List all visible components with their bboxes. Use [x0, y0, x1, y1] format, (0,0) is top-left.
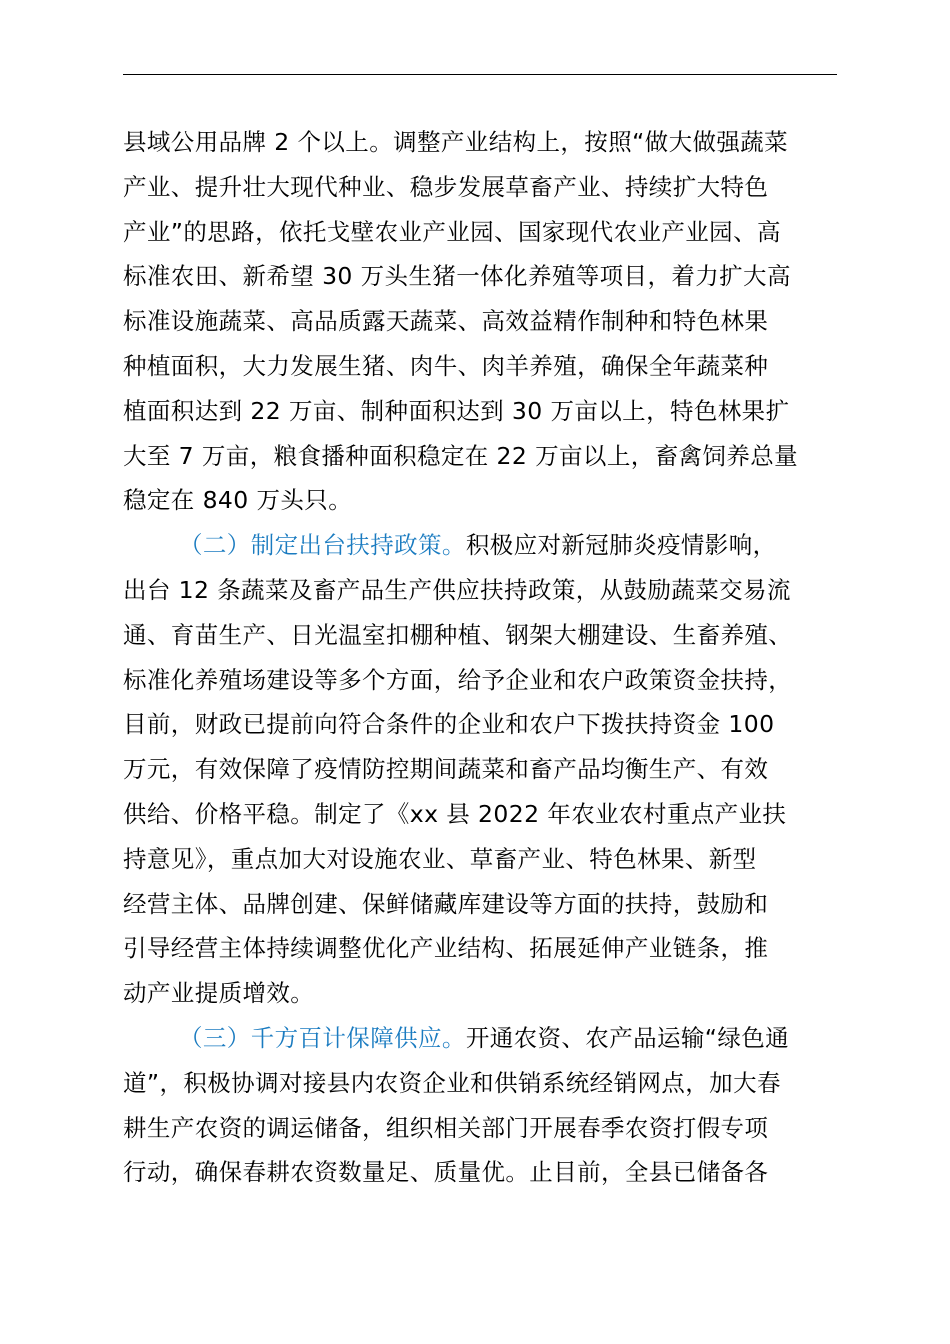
- section-3-first-text: 开通农资、农产品运输“绿色通: [465, 1023, 790, 1052]
- body-line: 大至 7 万亩，粮食播种面积稳定在 22 万亩以上，畜禽饲养总量: [123, 441, 799, 470]
- body-line: 动产业提质增效。: [123, 979, 315, 1008]
- body-line: 县域公用品牌 2 个以上。调整产业结构上，按照“做大做强蔬菜: [123, 128, 789, 156]
- body-line: 植面积达到 22 万亩、制种面积达到 30 万亩以上，特色林果扩: [123, 396, 790, 425]
- body-line: 通、育苗生产、日光温室扣棚种植、钢架大棚建设、生畜养殖、: [123, 620, 793, 649]
- section-2-first-text: 积极应对新冠肺炎疫情影响，: [465, 531, 777, 560]
- body-line: 目前，财政已提前向符合条件的企业和农户下拨扶持资金 100: [123, 710, 775, 739]
- body-line: 种植面积，大力发展生猪、肉牛、肉羊养殖，确保全年蔬菜种: [123, 351, 769, 380]
- body-line: 行动，确保春耕农资数量足、质量优。止目前，全县已储备各: [123, 1158, 769, 1187]
- body-line: 稳定在 840 万头只。: [123, 486, 353, 515]
- body-line: 经营主体、品牌创建、保鲜储藏库建设等方面的扶持，鼓励和: [123, 889, 769, 918]
- body-line: 耕生产农资的调运储备，组织相关部门开展春季农资打假专项: [123, 1113, 769, 1142]
- section-2-first-line: [123, 523, 858, 568]
- body-line: 产业”的思路，依托戈壁农业产业园、国家现代农业产业园、高: [123, 217, 781, 246]
- document-body: [123, 120, 858, 1195]
- body-line: 道”，积极协调对接县内农资企业和供销系统经销网点，加大春: [123, 1068, 781, 1097]
- body-line: 产业、提升壮大现代种业、稳步发展草畜产业、持续扩大特色: [123, 172, 769, 201]
- body-line: 标准设施蔬菜、高品质露天蔬菜、高效益精作制种和特色林果: [123, 307, 769, 336]
- body-line: 标准化养殖场建设等多个方面，给予企业和农户政策资金扶持，: [123, 665, 793, 694]
- section-2-heading: （二）制定出台扶持政策。: [179, 531, 466, 560]
- section-3-first-line: [123, 1016, 858, 1061]
- body-line: 标准农田、新希望 30 万头生猪一体化养殖等项目，着力扩大高: [123, 262, 791, 291]
- section-3-heading: （三）千方百计保障供应。: [179, 1023, 466, 1052]
- body-line: 引导经营主体持续调整优化产业结构、拓展延伸产业链条，推: [123, 934, 769, 963]
- body-line: 出台 12 条蔬菜及畜产品生产供应扶持政策，从鼓励蔬菜交易流: [123, 575, 791, 604]
- body-line: 持意见》，重点加大对设施农业、草畜产业、特色林果、新型: [123, 844, 757, 873]
- header-rule: [123, 74, 837, 75]
- body-line: 供给、价格平稳。制定了《xx 县 2022 年农业农村重点产业扶: [123, 799, 787, 828]
- body-line: 万元，有效保障了疫情防控期间蔬菜和畜产品均衡生产、有效: [123, 755, 769, 784]
